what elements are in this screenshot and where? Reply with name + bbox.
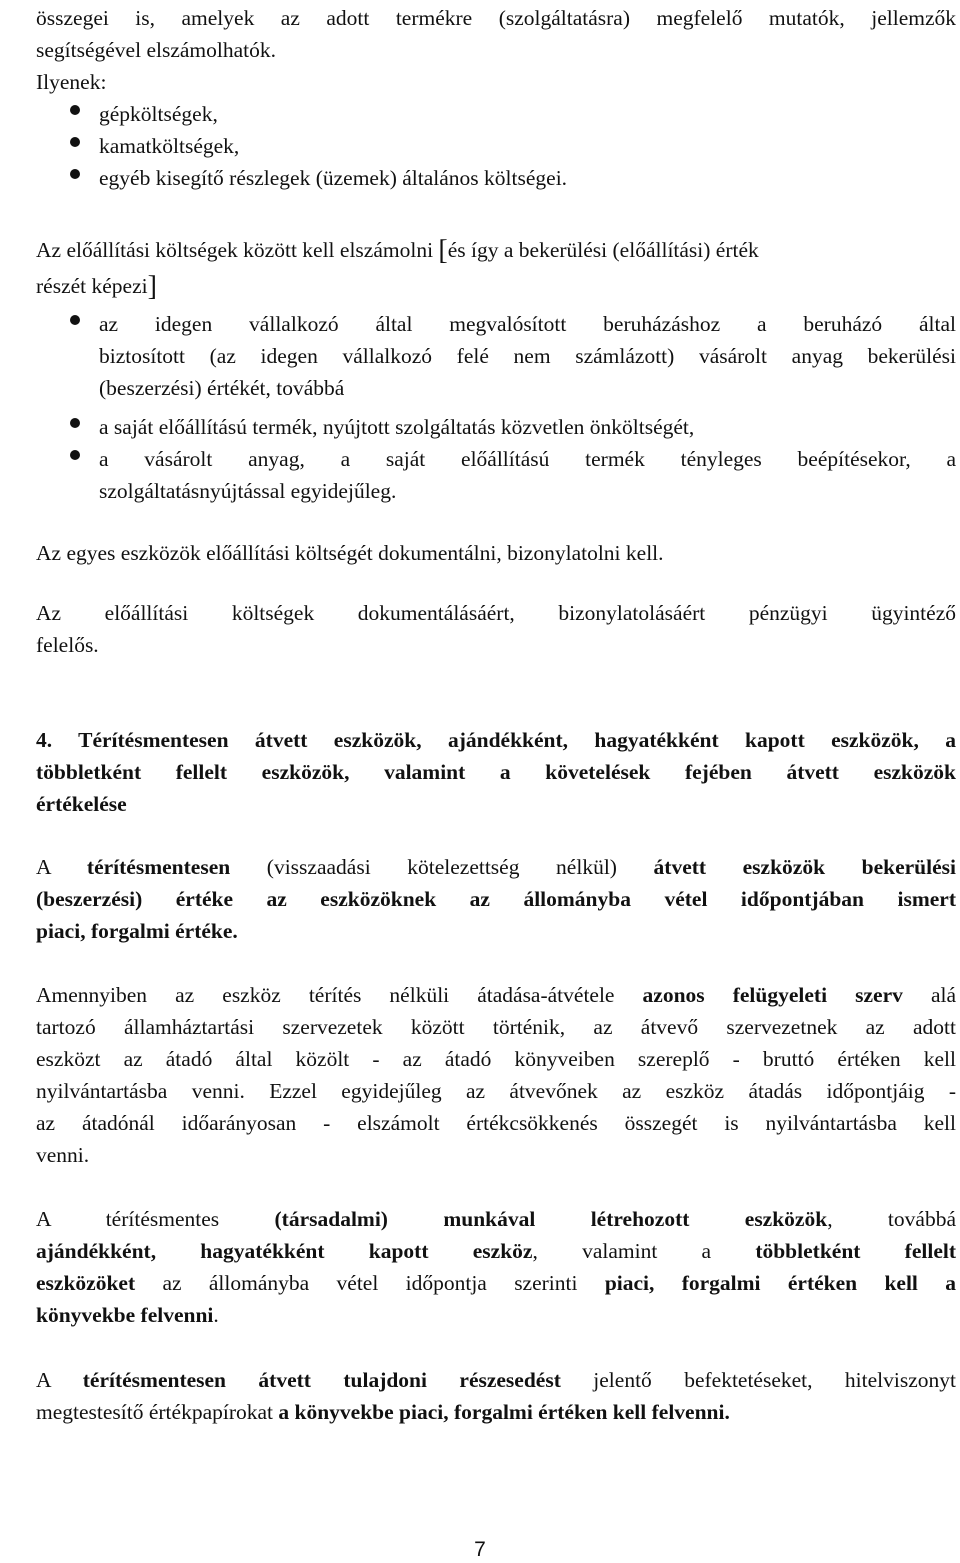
bullet-icon bbox=[70, 450, 80, 460]
p4-line-1: A térítésmentesen átvett tulajdoni részesedést jelentő befektetéseket, hitelviszonyt bbox=[36, 1368, 956, 1392]
p3-line-3: eszközöket az állományba vétel időpontja szerinti piaci, forgalmi értéken kell a bbox=[36, 1271, 956, 1295]
p1-line-2: (beszerzési) értéke az eszközöknek az állományba vétel időpontjában ismert bbox=[36, 887, 956, 911]
p2-line-6: venni. bbox=[36, 1143, 90, 1167]
cost-bullet-3-line-1: a vásárolt anyag, a saját előállítású termék tényleges beépítésekor, a bbox=[99, 447, 956, 471]
bullet-icon bbox=[70, 418, 80, 428]
doc-paragraph-2-line-2: felelős. bbox=[36, 633, 99, 657]
cost-bullet-1-line-3: (beszerzési) értékét, továbbá bbox=[99, 376, 345, 400]
p2-line-4: nyilvántartásba venni. Ezzel egyidejűleg az átvevőnek az eszköz átadás időpontjáig - bbox=[36, 1079, 956, 1103]
section-4-heading-line-3: értékelése bbox=[36, 792, 127, 816]
list-item: kamatköltségek, bbox=[99, 134, 240, 158]
list-item: gépköltségek, bbox=[99, 102, 218, 126]
p3-line-1: A térítésmentes (társadalmi) munkával létrehozott eszközök, továbbá bbox=[36, 1207, 956, 1231]
cost-bullet-2: a saját előállítású termék, nyújtott szolgáltatás közvetlen önköltségét, bbox=[99, 415, 695, 439]
intro-ilyenek: Ilyenek: bbox=[36, 70, 107, 94]
cost-bullet-3-line-2: szolgáltatásnyújtással egyidejűleg. bbox=[99, 479, 397, 503]
doc-paragraph-2-line-1: Az előállítási költségek dokumentálásáért, bizonylatolásáért pénzügyi ügyintéző bbox=[36, 601, 956, 625]
cost-bullet-1-line-2: biztosított (az idegen vállalkozó felé nem számlázott) vásárolt anyag bekerülési bbox=[99, 344, 956, 368]
p2-line-5: az átadónál időarányosan - elszámolt értékcsökkenés összegét is nyilvántartásba kell bbox=[36, 1111, 956, 1135]
bullet-icon bbox=[70, 169, 80, 179]
p3-line-4: könyvekbe felvenni. bbox=[36, 1303, 219, 1327]
p2-line-3: eszközt az átadó által közölt - az átadó könyveiben szereplő - bruttó értéken kell bbox=[36, 1047, 956, 1071]
bullet-icon bbox=[70, 315, 80, 325]
cost-heading-line-2: részét képezi] bbox=[36, 271, 157, 302]
list-item: egyéb kisegítő részlegek (üzemek) általános költségei. bbox=[99, 166, 568, 190]
bullet-icon bbox=[70, 137, 80, 147]
p4-line-2: megtestesítő értékpapírokat a könyvekbe piaci, forgalmi értéken kell felvenni. bbox=[36, 1400, 730, 1424]
p2-line-1: Amennyiben az eszköz térítés nélküli átadása-átvétele azonos felügyeleti szerv alá bbox=[36, 983, 956, 1007]
section-4-heading-line-2: többletként fellelt eszközök, valamint a követelések fejében átvett eszközök bbox=[36, 760, 956, 784]
bullet-icon bbox=[70, 105, 80, 115]
p3-line-2: ajándékként, hagyatékként kapott eszköz, valamint a többletként fellelt bbox=[36, 1239, 956, 1263]
p1-line-1: A térítésmentesen (visszaadási kötelezettség nélkül) átvett eszközök bekerülési bbox=[36, 855, 956, 879]
cost-heading-line-1: Az előállítási költségek között kell elszámolni [és így a bekerülési (előállítási) érték bbox=[36, 235, 759, 266]
section-4-heading-line-1: 4. Térítésmentesen átvett eszközök, ajándékként, hagyatékként kapott eszközök, a bbox=[36, 728, 956, 752]
intro-line-1: összegei is, amelyek az adott termékre (szolgáltatásra) megfelelő mutatók, jellemzők bbox=[36, 6, 956, 30]
cost-bullet-1-line-1: az idegen vállalkozó által megvalósított beruházáshoz a beruházó által bbox=[99, 312, 956, 336]
p1-line-3: piaci, forgalmi értéke. bbox=[36, 919, 238, 943]
p2-line-2: tartozó államháztartási szervezetek között történik, az átvevő szervezetnek az adott bbox=[36, 1015, 956, 1039]
intro-line-2: segítségével elszámolhatók. bbox=[36, 38, 277, 62]
page-number: 7 bbox=[474, 1538, 486, 1561]
doc-paragraph-1: Az egyes eszközök előállítási költségét dokumentálni, bizonylatolni kell. bbox=[36, 541, 664, 565]
